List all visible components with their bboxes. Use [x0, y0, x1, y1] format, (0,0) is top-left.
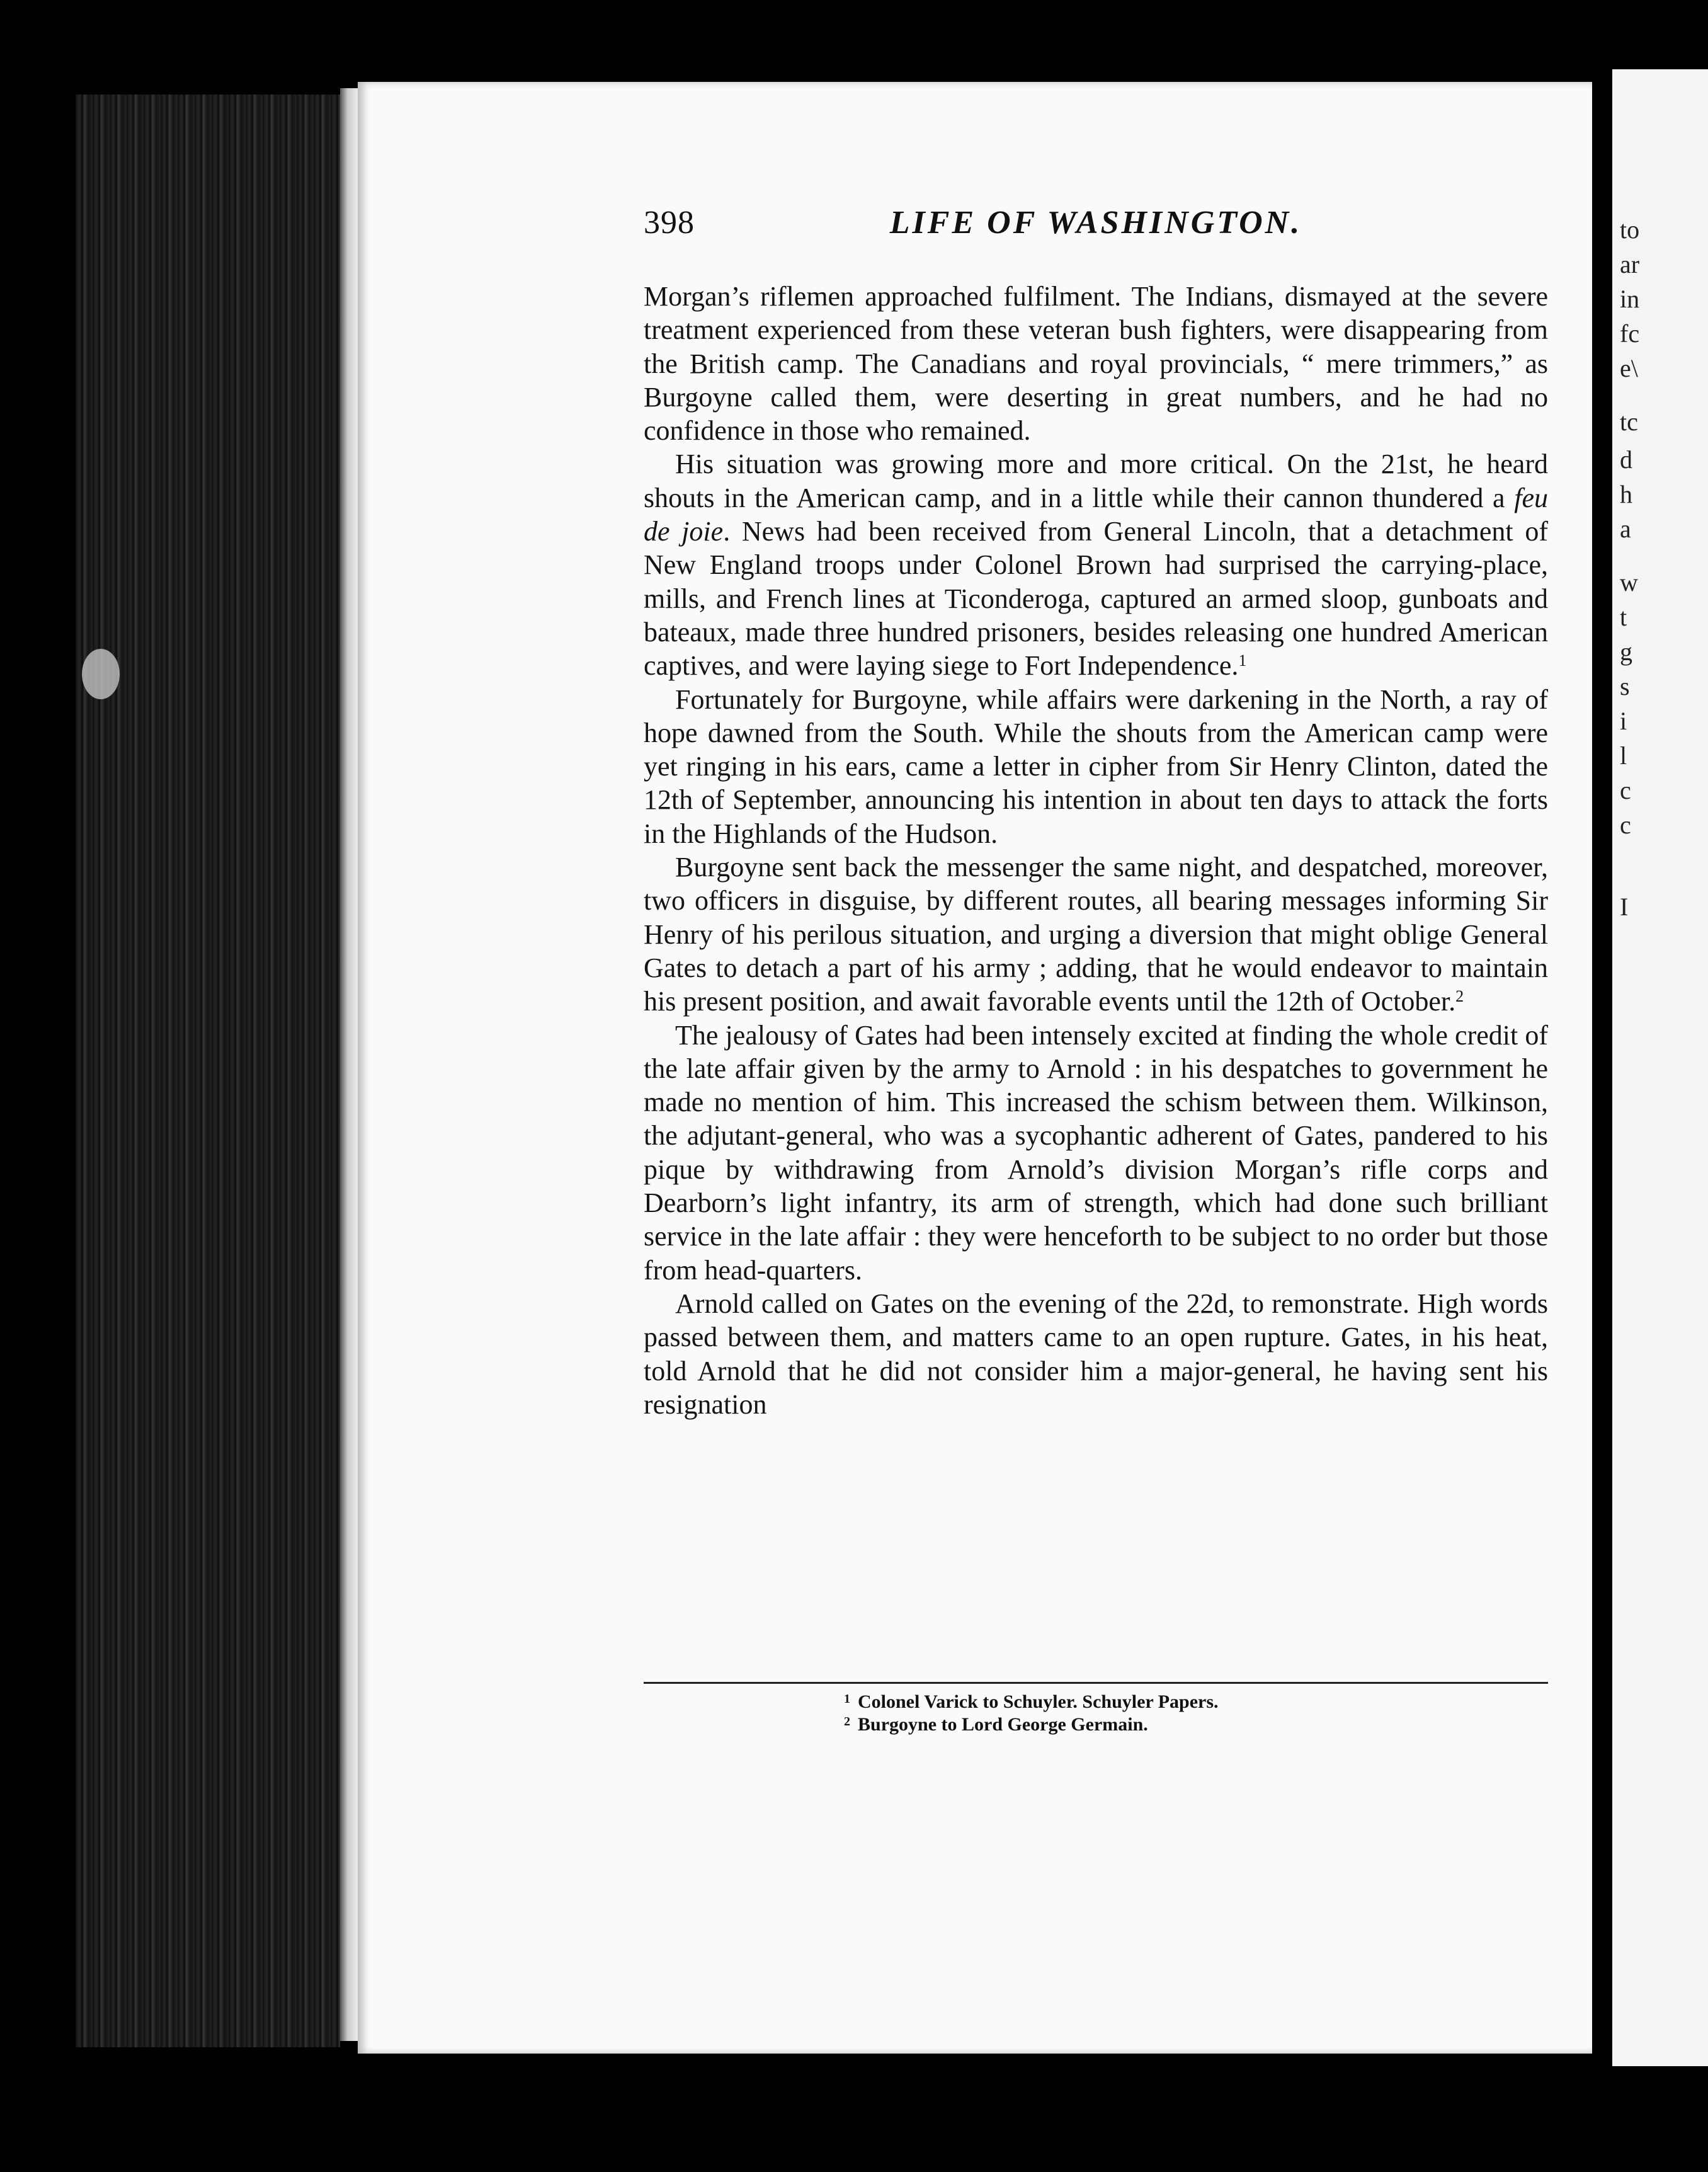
- facing-page-fragment: i: [1620, 707, 1627, 735]
- text-run: The jealousy of Gates had been intensely excited at finding the whole credit of the late affair given by the army to Arnold : in his despatches to government he made no mention of him. This increased the schism between them. Wilkinson, the adjutant-general, who was a sycophantic adherent of Gates, pandered to his pique by withdrawing from Arnold’s division Morgan’s rifle corps and Dearborn’s light infantry, its arm of strength, which had done such brilliant service in the late affair : they were henceforth to be subject to no order but those from head-quarters.: [644, 1019, 1548, 1286]
- running-title: LIFE OF WASHINGTON.: [889, 205, 1302, 241]
- paragraph: [644, 1019, 1548, 1287]
- page-gutter: [340, 88, 359, 2041]
- paragraph: [644, 280, 1548, 447]
- paragraph: [644, 683, 1548, 850]
- facing-page-fragment: d: [1620, 445, 1632, 474]
- footnote: [844, 1691, 1537, 1713]
- book-spine-edge: [76, 94, 340, 2047]
- footnote-mark: 1: [844, 1692, 850, 1706]
- text-run: Burgoyne sent back the messenger the same night, and despatched, moreover, two officers in disguise, by different routes, all bearing messages informing Sir Henry of his perilous situation, and urging a diversion that might oblige General Gates to detach a part of his army ; adding, that he would endeavor to maintain his present position, and await favorable events until the 12th of October.: [644, 852, 1548, 1017]
- facing-page-fragment: in: [1620, 285, 1640, 313]
- body-text: [644, 280, 1548, 1421]
- facing-page-fragment: e\: [1620, 354, 1638, 382]
- text-run: . News had been received from General Lincoln, that a detachment of New England troops under Colonel Brown had surprised the carrying-place, mills, and French lines at Ticonderoga, captured an armed sloop, gunboats and bateaux, made three hundred prisoners, besides releasing one hundred American captives, and were laying siege to Fort Independence.: [644, 516, 1548, 682]
- running-head: [644, 204, 1548, 248]
- facing-page-fragment: c: [1620, 811, 1631, 839]
- footnote-rule: [644, 1682, 1548, 1684]
- text-run: Fortunately for Burgoyne, while affairs were darkening in the North, a ray of hope dawned from the South. While the shouts from the American camp were yet ringing in his ears, came a letter in cipher from Sir Henry Clinton, dated the 12th of September, announcing his intention in about ten days to attack the forts in the Highlands of the Hudson.: [644, 683, 1548, 849]
- facing-page-fragment: c: [1620, 776, 1631, 804]
- footnote-text: Colonel Varick to Schuyler. Schuyler Papers.: [858, 1691, 1219, 1712]
- facing-page-fragment: l: [1620, 741, 1627, 770]
- footnote: [844, 1713, 1537, 1736]
- scan-speck: [82, 649, 120, 699]
- facing-page-fragment: s: [1620, 672, 1630, 700]
- paragraph: [644, 447, 1548, 682]
- footnote-mark: 2: [844, 1715, 850, 1729]
- italic-phrase: feu de joie: [644, 482, 1548, 547]
- footnote-text: Burgoyne to Lord George Germain.: [858, 1714, 1148, 1735]
- text-run: His situation was growing more and more critical. On the 21st, he heard shouts in the American camp, and in a little while their cannon thundered a: [644, 449, 1548, 513]
- facing-page-fragment: I: [1620, 893, 1629, 921]
- paragraph: [644, 850, 1548, 1018]
- footnotes: [844, 1691, 1537, 1736]
- facing-page-fragment: ar: [1620, 250, 1640, 278]
- page-number: 398: [644, 205, 695, 241]
- facing-page-fragment: t: [1620, 603, 1627, 631]
- footnote-ref: 2: [1455, 987, 1464, 1006]
- facing-page-fragment: fc: [1620, 319, 1640, 348]
- facing-page-fragment: tc: [1620, 408, 1638, 436]
- paragraph: [644, 1287, 1548, 1421]
- footnote-ref: 1: [1238, 651, 1247, 670]
- facing-page-fragment: a: [1620, 515, 1631, 543]
- facing-page-fragment: h: [1620, 480, 1632, 508]
- text-run: Arnold called on Gates on the evening of the 22d, to remonstrate. High words passed between them, and matters came to an open rupture. Gates, in his heat, told Arnold that he did not consider him a major-general, he having sent his resignation: [644, 1288, 1548, 1420]
- facing-page-fragment: w: [1620, 568, 1638, 597]
- facing-page-fragment: g: [1620, 637, 1632, 666]
- facing-page-fragment: to: [1620, 215, 1640, 244]
- facing-page-edge: [1612, 69, 1708, 2066]
- text-run: Morgan’s riflemen approached fulfilment. The Indians, dismayed at the severe treatment experienced from these veteran bush fighters, were disappearing from the British camp. The Canadians and royal provincials, “ mere trimmers,” as Burgoyne called them, were deserting in great numbers, and he had no confidence in those who remained.: [644, 281, 1548, 447]
